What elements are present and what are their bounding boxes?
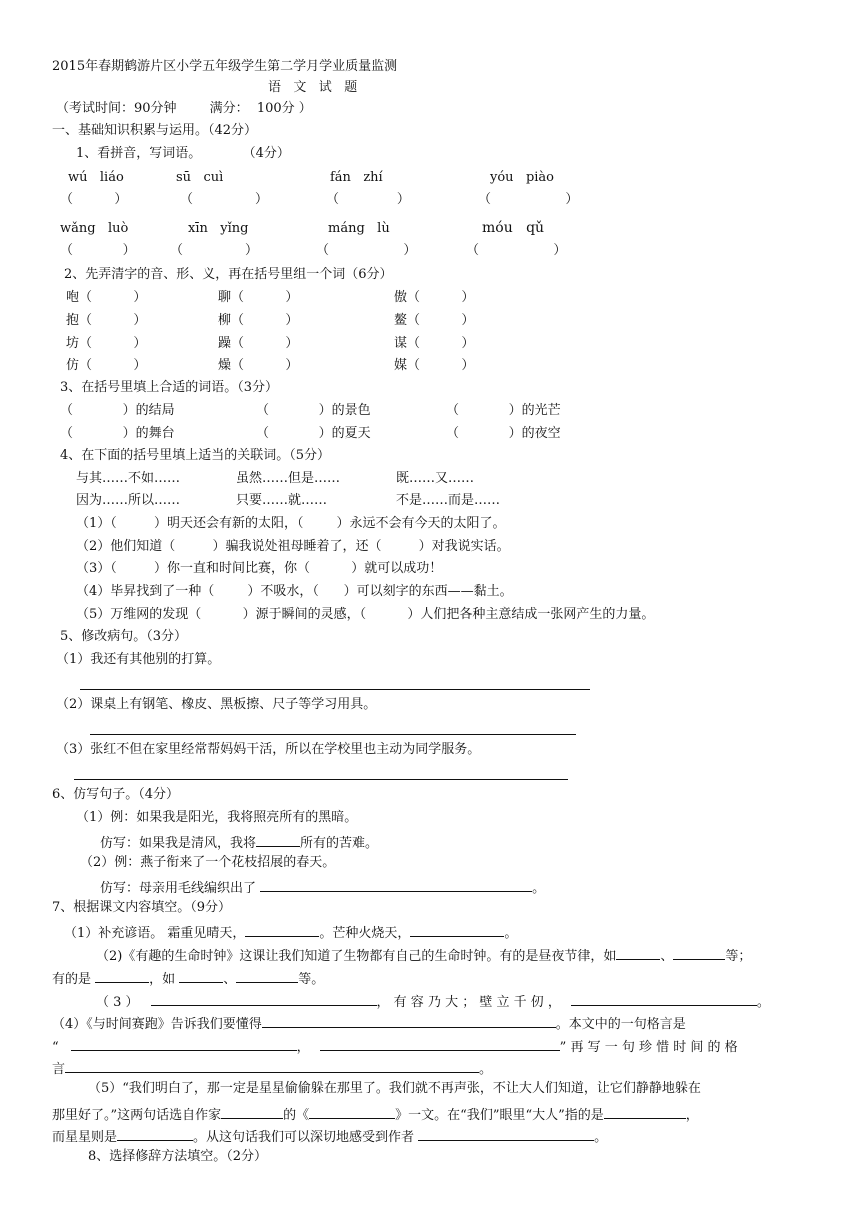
imitation-prefix: 仿写：如果我是清风，我将 bbox=[100, 836, 257, 851]
q7-line-4 bbox=[96, 991, 770, 1011]
imitation-suffix: 所有的苦难。 bbox=[300, 836, 379, 851]
text: 有的是 bbox=[52, 972, 96, 987]
char-item[interactable]: 鳌（ ） bbox=[394, 313, 475, 328]
answer-blank[interactable] bbox=[309, 1104, 395, 1119]
q5-item-3: （3）张红不但在家里经常帮妈妈干活，所以在学校里也主动为同学服务。 bbox=[56, 742, 481, 757]
answer-bracket[interactable]: （ ） bbox=[326, 192, 410, 207]
question-1-title: 1、看拼音，写词语。 （4分） bbox=[76, 146, 290, 161]
answer-blank[interactable] bbox=[673, 945, 725, 960]
answer-bracket[interactable]: （ ） bbox=[466, 243, 567, 258]
text: 、 bbox=[223, 972, 237, 987]
answer-blank[interactable] bbox=[418, 1126, 594, 1141]
phrase-item[interactable]: （ ）的舞台 bbox=[60, 426, 175, 441]
char-item[interactable]: 燥（ ） bbox=[218, 358, 299, 373]
answer-blank[interactable] bbox=[571, 991, 757, 1006]
text: 的《 bbox=[283, 1108, 310, 1123]
char-item[interactable]: 坊（ ） bbox=[66, 336, 147, 351]
text: ， bbox=[685, 1108, 699, 1123]
text: ” 再 写 一 句 珍 惜 时 间 的 格 bbox=[559, 1040, 738, 1055]
char-item[interactable]: 聊（ ） bbox=[218, 290, 299, 305]
char-item[interactable]: 咆（ ） bbox=[66, 290, 147, 305]
pinyin: xīn yǐng bbox=[188, 221, 249, 236]
answer-blank[interactable] bbox=[616, 945, 660, 960]
phrase-item[interactable]: （ ）的结局 bbox=[60, 403, 175, 418]
answer-blank[interactable] bbox=[245, 922, 319, 937]
text: 等。 bbox=[298, 972, 325, 987]
text: ， bbox=[296, 1040, 310, 1055]
answer-blank[interactable] bbox=[151, 991, 377, 1006]
q7-line-10 bbox=[52, 1126, 607, 1146]
conjunction-option: 虽然……但是…… bbox=[236, 471, 341, 486]
text: （ 3 ） bbox=[96, 995, 139, 1010]
question-7-title: 7、根据课文内容填空。（9分） bbox=[52, 900, 232, 915]
text: 那里好了。”这两句话选自作家 bbox=[52, 1108, 222, 1123]
text: 。 bbox=[756, 995, 770, 1010]
q7-line-8: （5）“我们明白了，那一定是星星偷偷躲在那里了。我们就不再声张，不让大人们知道，让它们静静地躲在 bbox=[88, 1081, 701, 1096]
pinyin: fán zhí bbox=[330, 170, 383, 185]
text: 》一文。在“我们”眼里“大人”指的是 bbox=[395, 1108, 604, 1123]
q7-line-5 bbox=[52, 1013, 686, 1033]
answer-blank[interactable] bbox=[179, 968, 223, 983]
text: （2)《有趣的生命时钟》这课让我们知道了生物都有自己的生命时钟。有的是昼夜节律，如 bbox=[96, 949, 617, 964]
q4-item-1[interactable]: （1）（ ）明天还会有新的太阳，（ ）永远不会有今天的太阳了。 bbox=[76, 516, 506, 531]
imitation-suffix: 。 bbox=[532, 881, 546, 896]
question-3-title: 3、在括号里填上合适的词语。（3分） bbox=[60, 380, 279, 395]
answer-bracket[interactable]: （ ） bbox=[170, 243, 258, 258]
pinyin: wú liáo bbox=[68, 170, 124, 185]
q4-item-2[interactable]: （2）他们知道（ ）骗我说处祖母睡着了，还（ ）对我说实话。 bbox=[76, 539, 510, 554]
char-item[interactable]: 媒（ ） bbox=[394, 358, 475, 373]
answer-blank[interactable] bbox=[95, 968, 149, 983]
text: 。 bbox=[594, 1130, 608, 1145]
section-heading: 一、基础知识积累与运用。（42分） bbox=[52, 123, 258, 138]
text: 等； bbox=[725, 949, 752, 964]
phrase-item[interactable]: （ ）的景色 bbox=[256, 403, 371, 418]
q5-item-1: （1）我还有其他别的打算。 bbox=[56, 652, 221, 667]
answer-blank[interactable] bbox=[262, 1013, 556, 1028]
phrase-item[interactable]: （ ）的光芒 bbox=[446, 403, 561, 418]
q7-line-7 bbox=[52, 1058, 492, 1078]
answer-blank[interactable] bbox=[236, 968, 298, 983]
answer-blank[interactable] bbox=[410, 922, 504, 937]
conjunction-option: 与其……不如…… bbox=[76, 471, 181, 486]
text: 言 bbox=[52, 1062, 66, 1077]
answer-blank[interactable] bbox=[604, 1104, 686, 1119]
text: 。芒种火烧天， bbox=[319, 926, 411, 941]
text: （1）补充谚语。 霜重见晴天， bbox=[64, 926, 246, 941]
question-6-title: 6、仿写句子。（4分） bbox=[52, 787, 180, 802]
q7-line-3 bbox=[52, 968, 324, 988]
pinyin: sū cuì bbox=[176, 170, 224, 185]
imitation-prefix: 仿写：母亲用毛线编织出了 bbox=[100, 881, 261, 896]
answer-blank[interactable] bbox=[256, 832, 300, 847]
answer-bracket[interactable]: （ ） bbox=[316, 243, 417, 258]
answer-bracket[interactable]: （ ） bbox=[478, 192, 579, 207]
question-2-title: 2、先弄清字的音、形、义，再在括号里组一个词（6分） bbox=[64, 267, 393, 282]
conjunction-option: 因为……所以…… bbox=[76, 493, 181, 508]
text: “ bbox=[52, 1040, 59, 1055]
q6-example-2: （2）例：燕子衔来了一个花枝招展的春天。 bbox=[80, 855, 336, 870]
pinyin: wǎng luò bbox=[60, 221, 129, 236]
answer-blank[interactable] bbox=[65, 1058, 479, 1073]
exam-info: （考试时间：90分钟 满分： 100分 ） bbox=[56, 101, 312, 116]
text: 。本文中的一句格言是 bbox=[555, 1017, 686, 1032]
answer-line[interactable] bbox=[80, 689, 590, 690]
answer-line[interactable] bbox=[74, 779, 568, 780]
answer-blank[interactable] bbox=[71, 1036, 297, 1051]
char-item[interactable]: 柳（ ） bbox=[218, 313, 299, 328]
answer-bracket[interactable]: （ ） bbox=[180, 192, 268, 207]
q6-imitation-1 bbox=[100, 832, 378, 852]
conjunction-option: 不是……而是…… bbox=[396, 493, 501, 508]
q6-example-1: （1）例：如果我是阳光，我将照亮所有的黑暗。 bbox=[76, 810, 358, 825]
q4-item-3[interactable]: （3）（ ）你一直和时间比赛，你（ ）就可以成功！ bbox=[76, 561, 443, 576]
q7-line-1 bbox=[64, 922, 517, 942]
question-5-title: 5、修改病句。（3分） bbox=[60, 629, 188, 644]
exam-subtitle: 语 文 试 题 bbox=[268, 80, 358, 95]
answer-line[interactable] bbox=[90, 734, 576, 735]
phrase-item[interactable]: （ ）的夜空 bbox=[446, 426, 561, 441]
conjunction-option: 既……又…… bbox=[396, 471, 475, 486]
question-8-title: 8、选择修辞方法填空。（2分） bbox=[88, 1149, 268, 1164]
q7-line-2 bbox=[96, 945, 751, 965]
text: 而星星则是 bbox=[52, 1130, 118, 1145]
q6-imitation-2 bbox=[100, 877, 545, 897]
text: 、 bbox=[660, 949, 674, 964]
char-item[interactable]: 躁（ ） bbox=[218, 336, 299, 351]
q4-item-5[interactable]: （5）万维网的发现（ ）源于瞬间的灵感，（ ）人们把各种主意结成一张网产生的力量。 bbox=[76, 607, 655, 622]
answer-blank[interactable] bbox=[117, 1126, 193, 1141]
pinyin: yóu piào bbox=[490, 170, 554, 185]
text: 。 bbox=[479, 1062, 493, 1077]
answer-blank[interactable] bbox=[320, 1036, 560, 1051]
text: 。 bbox=[504, 926, 518, 941]
phrase-item[interactable]: （ ）的夏天 bbox=[256, 426, 371, 441]
text: （4）《与时间赛跑》告诉我们要懂得 bbox=[52, 1017, 262, 1032]
exam-title: 2015年春期鹤游片区小学五年级学生第二学月学业质量监测 bbox=[52, 59, 398, 74]
char-item[interactable]: 仿（ ） bbox=[66, 358, 147, 373]
char-item[interactable]: 谋（ ） bbox=[394, 336, 475, 351]
char-item[interactable]: 傲（ ） bbox=[394, 290, 475, 305]
answer-bracket[interactable]: （ ） bbox=[60, 192, 128, 207]
q4-item-4[interactable]: （4）毕昇找到了一种（ ）不吸水，（ ）可以刻字的东西——黏土。 bbox=[76, 584, 513, 599]
answer-blank[interactable] bbox=[260, 877, 532, 892]
text: 。从这句话我们可以深切地感受到作者 bbox=[193, 1130, 419, 1145]
pinyin: máng lù bbox=[328, 221, 390, 236]
answer-blank[interactable] bbox=[221, 1104, 283, 1119]
q7-line-9 bbox=[52, 1104, 699, 1124]
conjunction-option: 只要……就…… bbox=[236, 493, 328, 508]
text: ，如 bbox=[149, 972, 180, 987]
text: ， 有 容 乃 大 ； 壁 立 千 仞 ， bbox=[376, 995, 561, 1010]
pinyin: móu qǔ bbox=[482, 220, 545, 236]
answer-bracket[interactable]: （ ） bbox=[60, 243, 136, 258]
char-item[interactable]: 抱（ ） bbox=[66, 313, 147, 328]
q7-line-6 bbox=[52, 1036, 738, 1056]
question-4-title: 4、在下面的括号里填上适当的关联词。（5分） bbox=[60, 448, 331, 463]
q5-item-2: （2）课桌上有钢笔、橡皮、黑板擦、尺子等学习用具。 bbox=[56, 697, 377, 712]
